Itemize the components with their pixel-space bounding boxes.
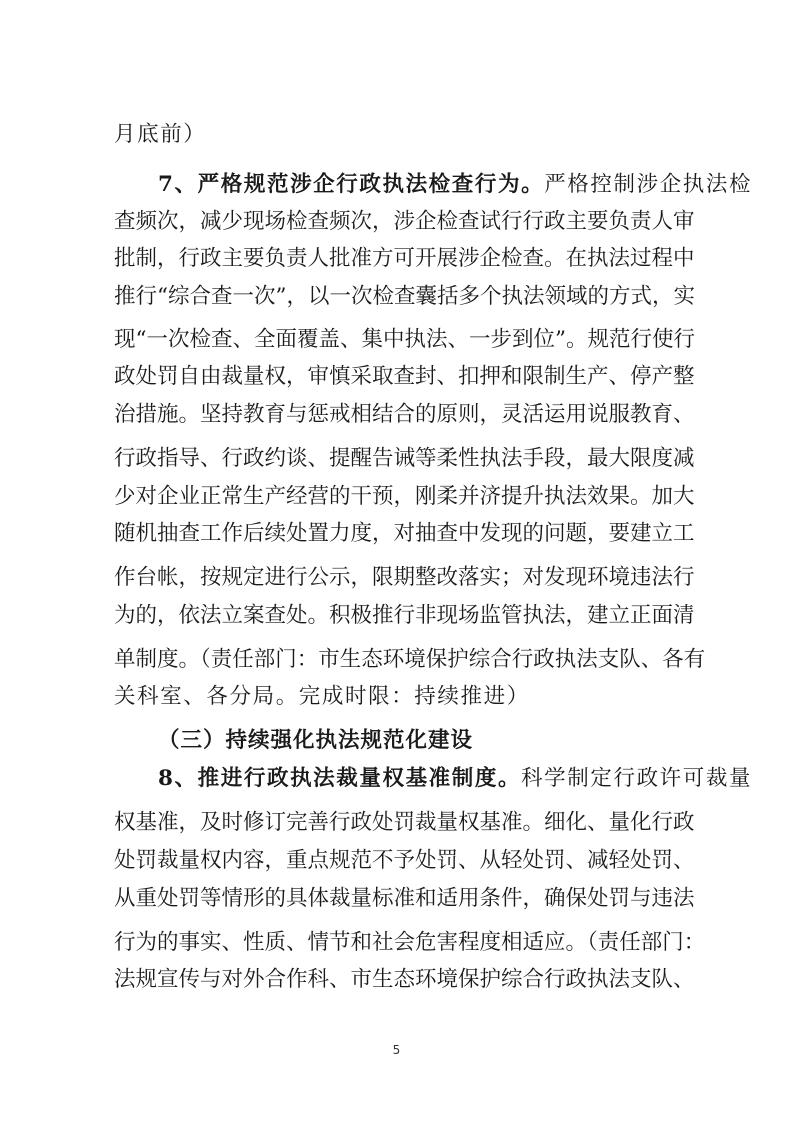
text-line: 关科室、各分局。完成时限：持续推进） <box>114 684 530 709</box>
text-line: 行政指导、行政约谈、提醒告诫等柔性执法手段，最大限度减 <box>114 446 695 471</box>
text-line: 法规宣传与对外合作科、市生态环境保护综合行政执法支队、 <box>114 967 695 992</box>
text-line: 批制，行政主要负责人批准方可开展涉企检查。在执法过程中 <box>114 246 695 271</box>
page-number: 5 <box>392 1043 401 1057</box>
text-line: 现“一次检查、全面覆盖、集中执法、一步到位”。规范行使行 <box>114 327 695 352</box>
text-line: 权基准，及时修订完善行政处罚裁量权基准。细化、量化行政 <box>114 810 695 835</box>
text-line: 处罚裁量权内容，重点规范不予处罚、从轻处罚、减轻处罚、 <box>114 848 695 873</box>
text-line: 作台帐，按规定进行公示，限期整改落实；对发现环境违法行 <box>114 565 695 590</box>
text-line: 治措施。坚持教育与惩戒相结合的原则，灵活运用说服教育、 <box>114 402 695 427</box>
text-line: 月底前） <box>114 122 207 147</box>
section-heading-3: （三）持续强化执法规范化建设 <box>158 728 474 753</box>
text-line: 单制度。（责任部门：市生态环境保护综合行政执法支队、各有 <box>114 647 706 672</box>
text-line: 行为的事实、性质、情节和社会危害程度相适应。（责任部门： <box>114 930 706 955</box>
item-number-7: 7、 <box>158 172 198 197</box>
item-7-text-start: 严格控制涉企执法检 <box>544 172 753 197</box>
text-line: 推行“综合查一次”，以一次检查囊括多个执法领域的方式，实 <box>114 284 695 309</box>
text-line: 政处罚自由裁量权，审慎采取查封、扣押和限制生产、停产整 <box>114 364 695 389</box>
text-line: 随机抽查工作后续处置力度，对抽查中发现的问题，要建立工 <box>114 521 695 546</box>
item-7-heading: 严格规范涉企行政执法检查行为。 <box>197 172 545 197</box>
text-line: 查频次，减少现场检查频次，涉企检查试行行政主要负责人审 <box>114 209 695 234</box>
item-number-8: 8、 <box>158 766 198 791</box>
paragraph-7-first-line <box>158 172 752 198</box>
text-line: 少对企业正常生产经营的干预，刚柔并济提升执法效果。加大 <box>114 484 695 509</box>
text-line: 从重处罚等情形的具体裁量标准和适用条件，确保处罚与违法 <box>114 886 695 911</box>
item-8-text-start: 科学制定行政许可裁量 <box>521 766 753 791</box>
text-line: 为的，依法立案查处。积极推行非现场监管执法，建立正面清 <box>114 603 695 628</box>
item-8-heading: 推进行政执法裁量权基准制度。 <box>197 766 522 791</box>
paragraph-8-first-line <box>158 766 752 792</box>
